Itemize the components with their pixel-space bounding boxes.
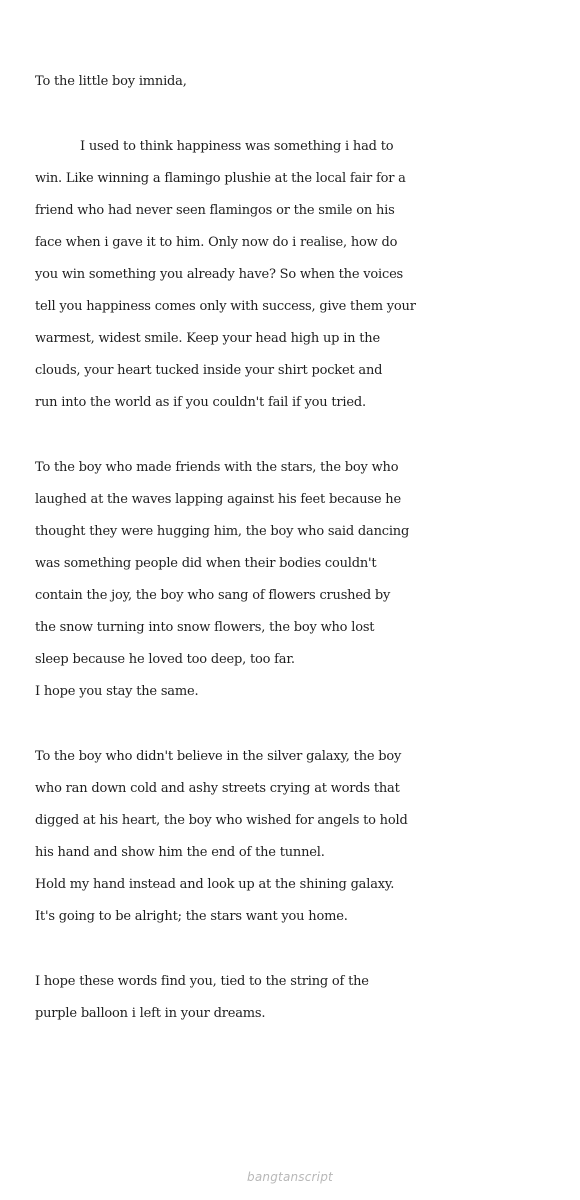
paragraph-line: It's going to be alright; the stars want you home. [35, 909, 348, 924]
paragraph-line: win. Like winning a flamingo plushie at the local fair for a [35, 171, 406, 186]
paragraph-line: you win something you already have? So when the voices [35, 267, 404, 282]
paragraph-line: To the boy who didn't believe in the silver galaxy, the boy [35, 749, 402, 764]
paragraph-line: tell you happiness comes only with success, give them your [35, 299, 416, 314]
paragraph-line: I hope you stay the same. [35, 684, 199, 699]
paragraph-line: purple balloon i left in your dreams. [35, 1006, 266, 1021]
paragraph-line: I used to think happiness was something i had to [80, 139, 394, 154]
paragraph-line: laughed at the waves lapping against his feet because he [35, 492, 401, 507]
paragraph-4 [35, 966, 555, 1030]
watermark: bangtanscript [247, 1170, 333, 1184]
paragraph-line: Hold my hand instead and look up at the shining galaxy. [35, 877, 395, 892]
paragraph-line: warmest, widest smile. Keep your head high up in the [35, 331, 380, 346]
paragraph-line: his hand and show him the end of the tunnel. [35, 845, 325, 860]
paragraph-line: digged at his heart, the boy who wished for angels to hold [35, 813, 408, 828]
paragraph-gap [35, 98, 555, 131]
paragraph-line: who ran down cold and ashy streets crying at words that [35, 781, 400, 796]
paragraph-line: run into the world as if you couldn't fail if you tried. [35, 395, 366, 410]
paragraph-line: clouds, your heart tucked inside your shirt pocket and [35, 363, 383, 378]
paragraph-line: face when i gave it to him. Only now do i realise, how do [35, 235, 398, 250]
paragraph-1 [35, 131, 555, 419]
salutation: To the little boy imnida, [35, 74, 187, 89]
paragraph-line: friend who had never seen flamingos or the smile on his [35, 203, 395, 218]
paragraph-gap [35, 708, 555, 741]
paragraph-2 [35, 452, 555, 708]
paragraph-gap [35, 419, 555, 452]
paragraph-line: I hope these words find you, tied to the string of the [35, 974, 369, 989]
paragraph-line: To the boy who made friends with the stars, the boy who [35, 460, 399, 475]
paragraph-line: was something people did when their bodies couldn't [35, 556, 377, 571]
paragraph-line: contain the joy, the boy who sang of flowers crushed by [35, 588, 391, 603]
paragraph-line: the snow turning into snow flowers, the boy who lost [35, 620, 375, 635]
paragraph-3 [35, 741, 555, 933]
paragraph-line: sleep because he loved too deep, too far. [35, 652, 295, 667]
letter-body [35, 66, 555, 1030]
paragraph-line: thought they were hugging him, the boy who said dancing [35, 524, 410, 539]
paragraph-gap [35, 933, 555, 966]
